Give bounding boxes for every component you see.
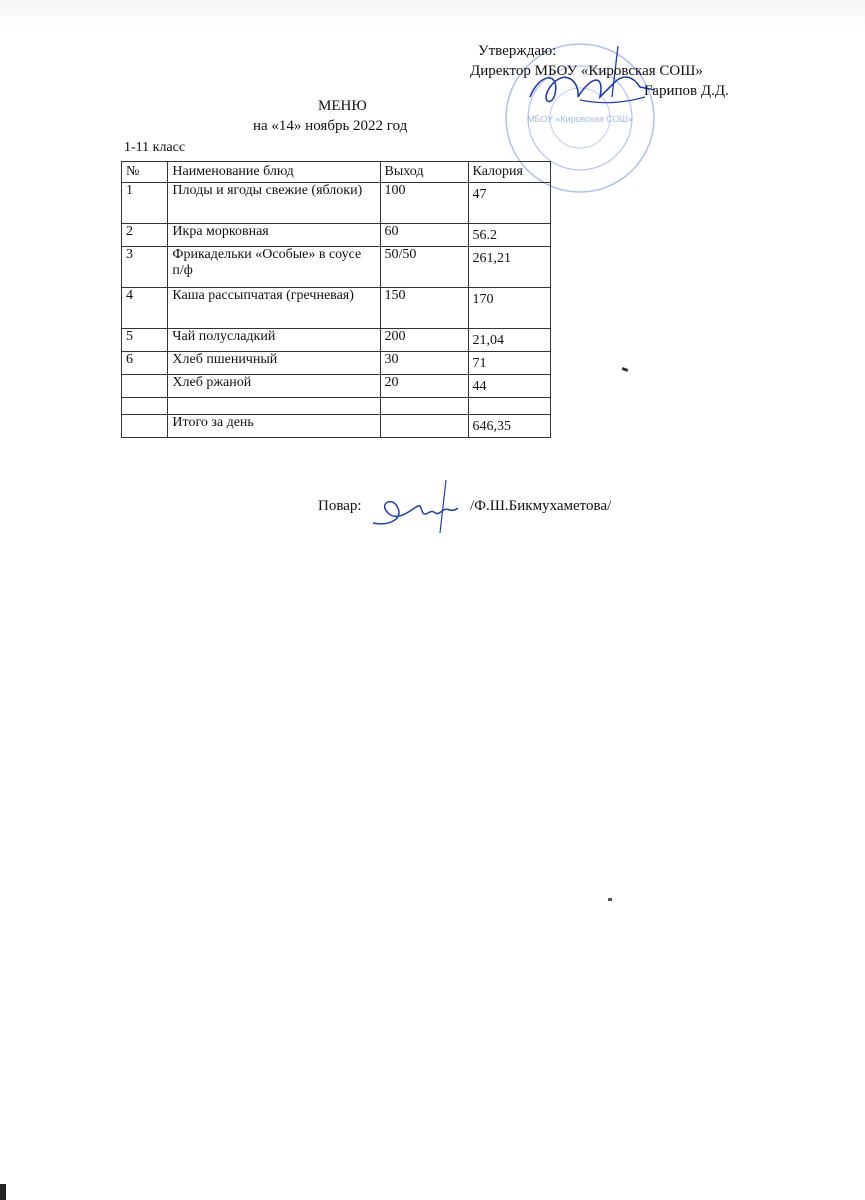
row-number: 4 xyxy=(122,288,168,329)
row-dish: Каша рассыпчатая (гречневая) xyxy=(168,288,380,329)
cook-signature xyxy=(368,478,468,538)
date-line: на «14» ноябрь 2022 год xyxy=(253,118,408,134)
row-number: 1 xyxy=(122,183,168,224)
total-label: Итого за день xyxy=(168,415,380,438)
table-total-row xyxy=(122,415,551,438)
row-number: 5 xyxy=(122,329,168,352)
approval-line1: Утверждаю: xyxy=(478,43,557,59)
table-row xyxy=(122,329,551,352)
row-output: 30 xyxy=(380,352,468,375)
menu-table xyxy=(121,161,551,438)
row-output: 100 xyxy=(380,183,468,224)
row-output: 150 xyxy=(380,288,468,329)
row-dish: Икра морковная xyxy=(168,224,380,247)
row-calories: 71 xyxy=(468,352,550,375)
scan-edge xyxy=(0,1184,6,1200)
page-title: МЕНЮ xyxy=(318,98,367,114)
row-dish: Плоды и ягоды свежие (яблоки) xyxy=(168,183,380,224)
table-row xyxy=(122,375,551,398)
row-number: 3 xyxy=(122,247,168,288)
table-row xyxy=(122,352,551,375)
class-label: 1-11 класс xyxy=(124,140,186,155)
approval-line3: Гарипов Д.Д. xyxy=(644,83,729,99)
row-calories: 21,04 xyxy=(468,329,550,352)
row-dish: Чай полусладкий xyxy=(168,329,380,352)
col-header-output: Выход xyxy=(380,162,468,183)
row-dish xyxy=(168,398,380,415)
row-dish: Хлеб ржаной xyxy=(168,375,380,398)
col-header-number: № xyxy=(122,162,168,183)
table-row-empty xyxy=(122,398,551,415)
scan-speck xyxy=(608,898,612,901)
table-row xyxy=(122,247,551,288)
table-row xyxy=(122,224,551,247)
total-calories: 646,35 xyxy=(468,415,550,438)
row-calories: 170 xyxy=(468,288,550,329)
col-header-calories: Калория xyxy=(468,162,550,183)
row-output: 200 xyxy=(380,329,468,352)
row-output xyxy=(380,398,468,415)
cook-name: /Ф.Ш.Бикмухаметова/ xyxy=(470,498,612,514)
col-header-dish: Наименование блюд xyxy=(168,162,380,183)
row-calories: 44 xyxy=(468,375,550,398)
scan-shadow xyxy=(0,0,865,28)
row-dish: Хлеб пшеничный xyxy=(168,352,380,375)
approval-line2: Директор МБОУ «Кировская СОШ» xyxy=(470,63,703,79)
svg-text:МБОУ «Кировская СОШ»: МБОУ «Кировская СОШ» xyxy=(527,114,633,124)
row-number xyxy=(122,398,168,415)
cook-label: Повар: xyxy=(318,498,362,514)
row-output: 50/50 xyxy=(380,247,468,288)
row-number xyxy=(122,375,168,398)
row-calories: 261,21 xyxy=(468,247,550,288)
table-row xyxy=(122,288,551,329)
row-number: 6 xyxy=(122,352,168,375)
row-dish: Фрикадельки «Особые» в соусе п/ф xyxy=(168,247,380,288)
table-header-row xyxy=(122,162,551,183)
table-row xyxy=(122,183,551,224)
row-calories xyxy=(468,398,550,415)
row-output: 20 xyxy=(380,375,468,398)
row-number: 2 xyxy=(122,224,168,247)
scan-speck xyxy=(622,367,629,372)
row-calories: 47 xyxy=(468,183,550,224)
row-calories: 56.2 xyxy=(468,224,550,247)
row-output: 60 xyxy=(380,224,468,247)
